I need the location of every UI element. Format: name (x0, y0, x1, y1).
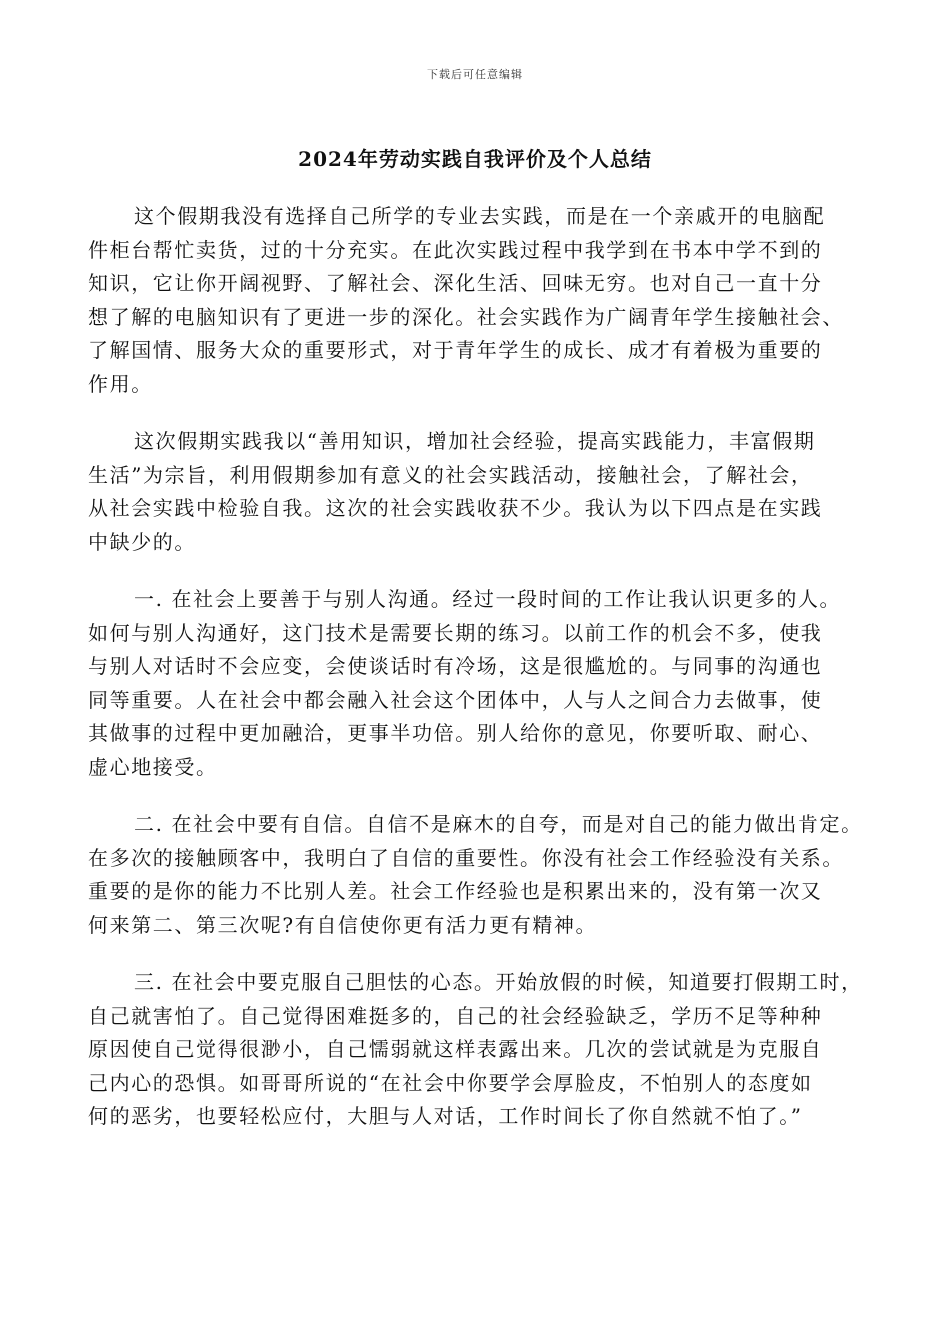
paragraph-line: 想了解的电脑知识有了更进一步的深化。社会实践作为广阔青年学生接触社会、 (88, 304, 844, 329)
paragraph-line: 其做事的过程中更加融洽，更事半功倍。别人给你的意见，你要听取、耐心、 (88, 721, 823, 745)
paragraph-line: 己内心的恐惧。如哥哥所说的“在社会中你要学会厚脸皮，不怕别人的态度如 (88, 1070, 813, 1095)
paragraph-line: 了解国情、服务大众的重要形式，对于青年学生的成长、成才有着极为重要的 (88, 338, 823, 362)
paragraph-line: 生活”为宗旨，利用假期参加有意义的社会实践活动，接触社会，了解社会， (88, 462, 813, 487)
paragraph-line: 何来第二、第三次呢?有自信使你更有活力更有精神。 (88, 912, 598, 937)
document-body (88, 200, 878, 1158)
paragraph-line: 三. 在社会中要克服自己胆怯的心态。开始放假的时候，知道要打假期工时， (134, 970, 863, 994)
header-note: 下载后可任意编辑 (427, 68, 523, 81)
paragraph-line: 同等重要。人在社会中都会融入社会这个团体中，人与人之间合力去做事，使 (88, 687, 823, 712)
paragraph-line: 在多次的接触顾客中，我明白了自信的重要性。你没有社会工作经验没有关系。 (88, 845, 844, 870)
paragraph-5 (88, 966, 878, 1134)
paragraph-line: 作用。 (88, 371, 153, 396)
paragraph-line: 何的恶劣，也要轻松应付，大胆与人对话，工作时间长了你自然就不怕了。” (88, 1104, 803, 1128)
paragraph-line: 原因使自己觉得很渺小，自己懦弱就这样表露出来。几次的尝试就是为克服自 (88, 1037, 823, 1061)
paragraph-line: 中缺少的。 (88, 529, 196, 554)
paragraph-3 (88, 583, 878, 784)
paragraph-line: 自己就害怕了。自己觉得困难挺多的，自己的社会经验缺乏，学历不足等种种 (88, 1003, 823, 1028)
paragraph-1 (88, 200, 878, 401)
paragraph-line: 虚心地接受。 (88, 754, 218, 779)
paragraph-line: 重要的是你的能力不比别人差。社会工作经验也是积累出来的，没有第一次又 (88, 879, 823, 903)
paragraph-4 (88, 808, 878, 942)
paragraph-line: 如何与别人沟通好，这门技术是需要长期的练习。以前工作的机会不多，使我 (88, 620, 823, 645)
paragraph-line: 二. 在社会中要有自信。自信不是麻木的自夸，而是对自己的能力做出肯定。 (134, 812, 863, 836)
paragraph-line: 知识，它让你开阔视野、了解社会、深化生活、回味无穷。也对自己一直十分 (88, 271, 823, 295)
paragraph-line: 件柜台帮忙卖货，过的十分充实。在此次实践过程中我学到在书本中学不到的 (88, 237, 823, 262)
paragraph-line: 与别人对话时不会应变，会使谈话时有冷场，这是很尴尬的。与同事的沟通也 (88, 654, 823, 678)
document-title: 2024年劳动实践自我评价及个人总结 (298, 147, 652, 171)
paragraph-line: 这个假期我没有选择自己所学的专业去实践，而是在一个亲戚开的电脑配 (134, 204, 826, 228)
paragraph-line: 从社会实践中检验自我。这次的社会实践收获不少。我认为以下四点是在实践 (88, 496, 823, 520)
paragraph-2 (88, 425, 878, 559)
paragraph-line: 这次假期实践我以“善用知识，增加社会经验，提高实践能力，丰富假期 (134, 429, 816, 453)
paragraph-line: 一. 在社会上要善于与别人沟通。经过一段时间的工作让我认识更多的人。 (134, 587, 842, 611)
